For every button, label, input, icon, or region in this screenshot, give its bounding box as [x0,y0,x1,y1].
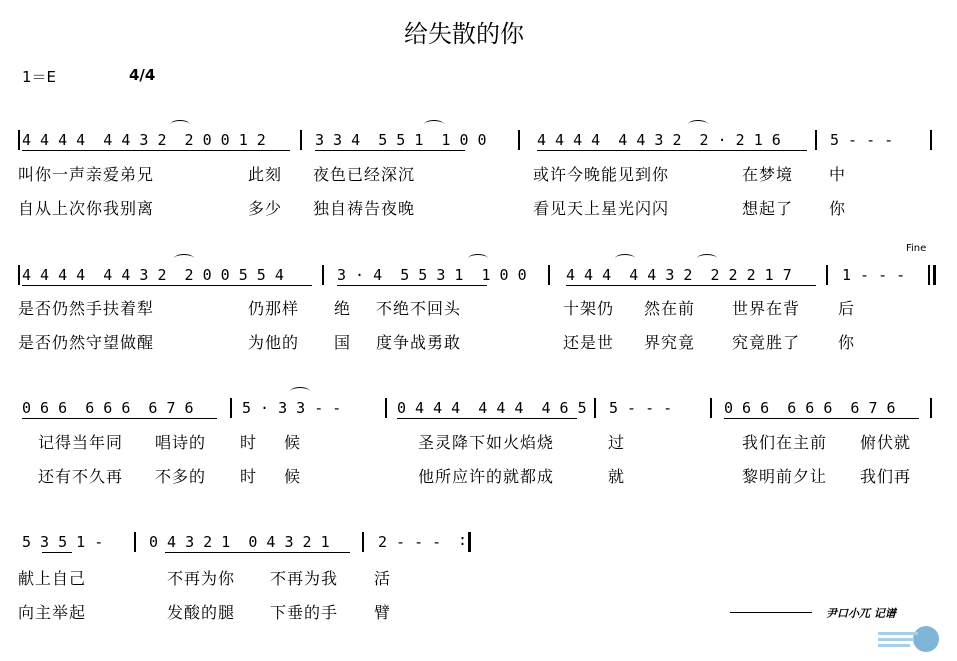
lyric: 圣灵降下如火焰烧 [418,433,555,452]
underline-mark [42,552,72,553]
lyric: 然在前 [644,299,696,318]
slur-mark [174,254,194,263]
lyric: 俯伏就 [860,433,912,452]
underline-mark [724,418,919,419]
lyric: 仍那样 [248,299,300,318]
measure: 5 - - - [609,399,673,417]
underline-mark [397,418,577,419]
transcriber-credit: 尹口小兀 记谱 [826,607,896,620]
lyric: 看见天上星光闪闪 [533,199,670,218]
measure: 0 6 6 6 6 6 6 7 6 [22,399,194,417]
slur-mark [697,254,717,263]
lyric: 他所应许的就都成 [418,467,555,486]
barline [518,130,520,150]
lyric: 我们再 [860,467,912,486]
measure: 4 4 4 4 4 4 3 2 2 · 2 1 6 [537,131,781,149]
measure: 5 · 3 3 - - [242,399,342,417]
key-signature: 1＝E [22,68,57,86]
lyric: 唱诗的 [155,433,207,452]
slur-mark [615,254,635,263]
barline [322,265,324,285]
lyric: 十架仍 [563,299,615,318]
underline-mark [165,552,350,553]
lyric: 是否仍然守望做醒 [18,333,155,352]
barline [928,265,930,285]
lyric: 你 [838,333,856,352]
barline [710,398,712,418]
lyric: 不多的 [155,467,207,486]
lyric: 度争战勇敢 [376,333,462,352]
repeat-dots: : [458,531,468,549]
lyric: 不再为你 [167,569,236,588]
lyric: 夜色已经深沉 [313,165,416,184]
slur-mark [468,254,488,263]
underline-mark [22,418,217,419]
lyric: 还有不久再 [38,467,124,486]
lyric: 不绝不回头 [376,299,462,318]
lyric: 黎明前夕让 [742,467,828,486]
lyric: 为他的 [248,333,300,352]
barline [826,265,828,285]
measure: 5 - - - [830,131,894,149]
measure: 5 3 5 1 - [22,533,104,551]
measure: 1 - - - [842,266,906,284]
lyric: 在梦境 [742,165,794,184]
lyric: 候 [284,433,302,452]
underline-mark [315,150,465,151]
lyric: 世界在背 [732,299,801,318]
barline [362,532,364,552]
lyric: 臂 [374,603,392,622]
slur-mark [290,387,310,396]
slur-mark [170,120,190,129]
lyric: 过 [608,433,626,452]
barline [230,398,232,418]
lyric: 想起了 [742,199,794,218]
song-title: 给失散的你 [404,20,524,48]
lyric: 中 [829,165,847,184]
lyric: 多少 [248,199,283,218]
barline [930,398,932,418]
watermark-logo-icon [872,624,942,654]
lyric: 你 [829,199,847,218]
lyric: 就 [608,467,626,486]
lyric: 或许今晚能见到你 [533,165,670,184]
fine-mark: Fine [906,243,927,254]
barline [815,130,817,150]
underline-mark [22,150,290,151]
barline [18,265,20,285]
lyric: 是否仍然手扶着犁 [18,299,155,318]
lyric: 候 [284,467,302,486]
measure: 4 4 4 4 4 4 3 2 2 0 0 1 2 [22,131,266,149]
measure: 0 4 4 4 4 4 4 4 6 5 [397,399,587,417]
barline [933,265,936,285]
barline [18,130,20,150]
slur-mark [688,120,708,129]
lyric: 究竟胜了 [732,333,801,352]
measure: 3 3 4 5 5 1 1 0 0 [315,131,487,149]
underline-mark [537,150,807,151]
measure: 2 - - - [378,533,442,551]
lyric: 时 [240,467,258,486]
lyric: 国 [334,333,352,352]
lyric: 此刻 [248,165,283,184]
measure: 3 · 4 5 5 3 1 1 0 0 [337,266,527,284]
barline [468,532,471,552]
lyric: 发酸的腿 [167,603,236,622]
lyric: 活 [374,569,392,588]
underline-mark [22,285,312,286]
measure: 4 4 4 4 4 3 2 2 2 2 1 7 [566,266,792,284]
measure: 0 4 3 2 1 0 4 3 2 1 [149,533,330,551]
slur-mark [424,120,444,129]
barline [385,398,387,418]
barline [930,130,932,150]
lyric: 自从上次你我别离 [18,199,155,218]
lyric: 下垂的手 [270,603,339,622]
lyric: 叫你一声亲爱弟兄 [18,165,155,184]
underline-mark [566,285,816,286]
barline [594,398,596,418]
barline [300,130,302,150]
barline [134,532,136,552]
lyric: 绝 [334,299,352,318]
lyric: 不再为我 [270,569,339,588]
measure: 4 4 4 4 4 4 3 2 2 0 0 5 5 4 [22,266,284,284]
lyric: 记得当年同 [38,433,124,452]
lyric: 界究竟 [644,333,696,352]
time-signature: 4/4 [129,66,156,84]
lyric: 我们在主前 [742,433,828,452]
lyric: 独自祷告夜晚 [313,199,416,218]
barline [548,265,550,285]
credit-rule [730,612,812,613]
lyric: 后 [838,299,856,318]
lyric: 时 [240,433,258,452]
underline-mark [337,285,487,286]
measure: 0 6 6 6 6 6 6 7 6 [724,399,896,417]
lyric: 献上自己 [18,569,87,588]
lyric: 还是世 [563,333,615,352]
lyric: 向主举起 [18,603,87,622]
